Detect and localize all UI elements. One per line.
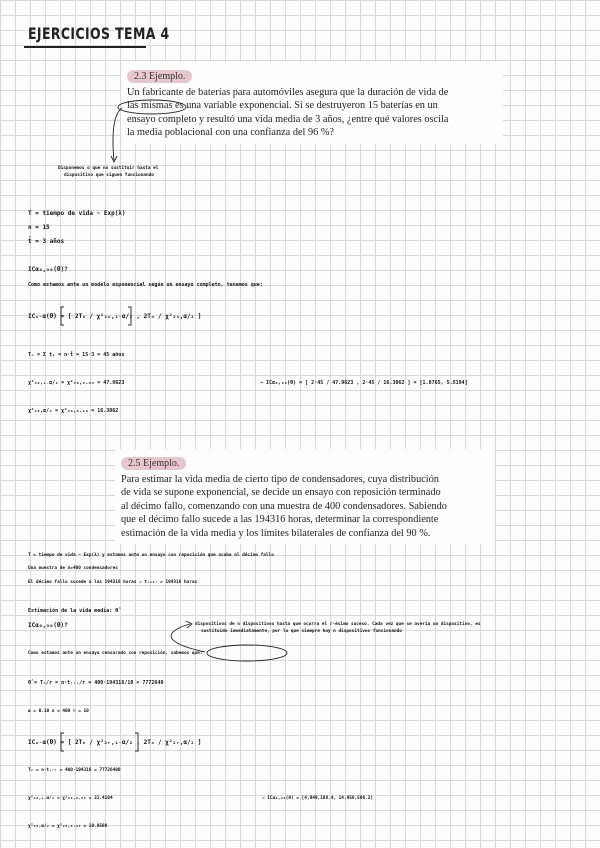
ex2-work-line: Una muestra de n=400 condensadores (28, 566, 118, 571)
ex2-note (195, 621, 481, 635)
note-line: dispositivo que siguen funcionando (64, 173, 154, 178)
ex1-work-line: Como estamos ante un modelo exponencial según un ensayo completo, tenemos que: (28, 282, 263, 288)
exercise-2-line: al décimo fallo, comenzando con una muestra de 400 condensadores. Sabiendo (121, 500, 447, 512)
exercise-2-tag: 2.5 Ejemplo. (121, 457, 186, 470)
ex1-work-line: χ²₃₀,₁₋α/₂ = χ²₃₀,₀.₀₂ = 47.9623 (28, 380, 125, 386)
note-line: dispositivos de n dispositivos hasta que ocurra el r-ésimo suceso. Cada vez que se avería un dispositivo, es (195, 622, 481, 627)
note-line: sustituido inmediatamente, por lo que siempre hay n dispositivos funcionando (201, 629, 402, 634)
exercise-2-line: que el décimo fallo sucede a las 194316 horas, determinar la correspondiente (121, 514, 439, 526)
exercise-1-note (58, 165, 158, 179)
exercise-1-line: la media poblacional con una confianza del 96 %? (127, 127, 334, 139)
exercise-2-text (121, 473, 489, 540)
ex2-work-line: El décimo fallo sucede a las 194316 horas ⇒ t₍₁₀₎ = 194316 horas (28, 580, 198, 585)
note-line: Disponemos o que no sustituir hasta el (58, 166, 159, 171)
ex2-work-line: α = 0.10 n = 400 r = 10 (28, 709, 89, 714)
exercise-1-tag: 2.3 Ejemplo. (127, 70, 192, 83)
exercise-2-line: de vida se supone exponencial, se decide un ensayo con reposición terminado (121, 487, 441, 499)
ex1-work-line: T = tiempo de vida ~ Exp(λ) (28, 210, 126, 217)
ex2-formula: ICₙ₋α(θ) = [ 2Tₙ / χ²₂ᵣ,₁₋α/₂ , 2Tₙ / χ²₂ᵣ,α/₂ ] (28, 739, 202, 746)
exercise-1-line: ensayo completo y resultó una vida media de 3 años, ¿entre qué valores oscila (127, 113, 449, 125)
ex2-result: ⇒ ICα₀,₉₀(θ) = [4,949,188.4, 14,956,596.2] (262, 796, 374, 801)
ex2-work-line: Como estamos ante un ensayo censurado con reposición, sabemos que: (28, 651, 203, 656)
ex1-work-line: n = 15 (28, 224, 50, 231)
exercise-2-statement (115, 449, 495, 544)
exercise-2-line: estimación de la vida media y los límites bilaterales de confianza del 90 %. (121, 527, 431, 539)
ex2-work-line: Estimación de la vida media: θ̂ (28, 608, 119, 614)
ex1-work-line: ICα₀,₉₆(θ)? (28, 266, 68, 273)
ex2-work-line: θ̂ = Tₙ/r = n·t₍ᵣ₎/r = 400·194316/10 = 7772640 (28, 680, 164, 686)
ex1-work-line: χ²₃₀,α/₂ = χ²₃₀,₀.₉₈ = 16.3062 (28, 408, 119, 414)
ex2-work-line: Tₙ = n·t₍ᵣ₎ = 400·194316 = 77726400 (28, 768, 121, 773)
ex1-work-line: t̄ = 3 años (28, 238, 65, 245)
exercise-2-line: Para estimar la vida media de cierto tipo de condensadores, cuya distribución (121, 474, 439, 485)
ex2-work-line: χ²₂₀,₁₋α/₂ = χ²₂₀,₀.₀₅ = 31.4104 (28, 796, 113, 801)
page-title: EJERCICIOS TEMA 4 (28, 24, 170, 43)
ex1-result: ⇒ ICα₀,₉₆(θ) = [ 2·45 / 47.9623 , 2·45 / 16.3062 ] = [1.8765, 5.5194] (260, 380, 468, 386)
ex1-formula: ICₙ₋α(θ) = [ 2Tₙ / χ²₂ₙ,₁₋α/₂ , 2Tₙ / χ²₂ₙ,α/₂ ] (28, 313, 202, 320)
ex2-work-line: ICα₀,₉₀(θ)? (28, 622, 68, 629)
exercise-1-line: Un fabricante de baterías para automóviles asegura que la duración de vida de (127, 87, 449, 98)
ex1-work-line: Tₙ = Σ tᵢ = n·t̄ = 15·3 = 45 años (28, 352, 125, 358)
ex2-work-line: χ²₂₀,α/₂ = χ²₂₀,₀.₉₅ = 10.8508 (28, 824, 108, 829)
ex2-work-line: T = tiempo de vida ~ Exp(λ) y estamos ante un ensayo con reposición que acaba al décimo fallo (28, 553, 274, 558)
exercise-1-line: las mismas es una variable exponencial. Si se destruyeron 15 baterías en un (127, 100, 438, 112)
